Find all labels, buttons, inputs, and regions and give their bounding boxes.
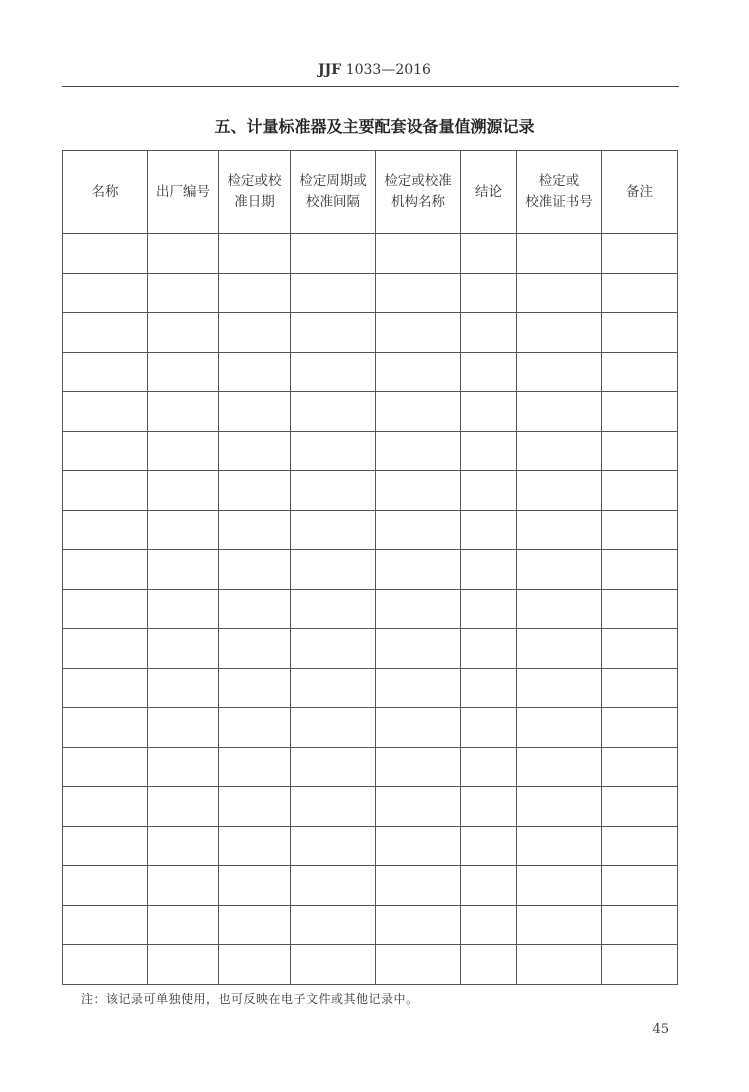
table-row (63, 708, 678, 748)
table-cell (63, 352, 148, 392)
table-cell (461, 313, 517, 353)
table-cell (602, 629, 678, 669)
column-header-line: 出厂编号 (156, 183, 210, 200)
table-cell (148, 747, 219, 787)
table-row (63, 629, 678, 669)
table-cell (291, 313, 376, 353)
table-cell (461, 234, 517, 274)
table-cell (63, 668, 148, 708)
table-cell (63, 589, 148, 629)
table-cell (602, 589, 678, 629)
table-cell (461, 550, 517, 590)
table-cell (602, 392, 678, 432)
column-header-line: 检定周期或 (299, 173, 367, 189)
table-cell (376, 352, 461, 392)
table-cell (219, 392, 291, 432)
column-header-line: 检定或校 (227, 173, 282, 189)
table-row (63, 392, 678, 432)
table-cell (517, 866, 602, 906)
table-cell (63, 747, 148, 787)
table-cell (63, 510, 148, 550)
table-cell (376, 273, 461, 313)
table-cell (63, 708, 148, 748)
table-cell (376, 589, 461, 629)
table-row (63, 905, 678, 945)
table-cell (291, 510, 376, 550)
table-cell (148, 866, 219, 906)
table-cell (517, 826, 602, 866)
table-cell (461, 905, 517, 945)
table-cell (291, 471, 376, 511)
table-cell (376, 668, 461, 708)
table-cell (219, 905, 291, 945)
table-cell (517, 431, 602, 471)
table-cell (219, 826, 291, 866)
table-cell (376, 550, 461, 590)
table-cell (148, 905, 219, 945)
table-cell (376, 392, 461, 432)
table-cell (219, 234, 291, 274)
table-cell (291, 352, 376, 392)
table-cell (291, 708, 376, 748)
table-cell (376, 826, 461, 866)
table-row (63, 352, 678, 392)
table-cell (517, 273, 602, 313)
table-cell (63, 787, 148, 827)
table-cell (148, 234, 219, 274)
column-header-name (63, 151, 148, 234)
table-cell (219, 866, 291, 906)
table-cell (148, 787, 219, 827)
table-cell (148, 273, 219, 313)
table-cell (376, 629, 461, 669)
table-cell (461, 273, 517, 313)
column-header-line: 检定或 (538, 173, 580, 189)
table-cell (602, 787, 678, 827)
table-cell (291, 550, 376, 590)
table-cell (517, 313, 602, 353)
table-cell (461, 471, 517, 511)
table-cell (148, 589, 219, 629)
table-cell (461, 945, 517, 985)
table-cell (219, 747, 291, 787)
standard-code (0, 62, 749, 78)
table-cell (148, 392, 219, 432)
table-cell (219, 550, 291, 590)
column-header-institution (376, 151, 461, 234)
column-header-line: 校准证书号 (525, 194, 593, 210)
column-header-certificate-number (517, 151, 602, 234)
table-row (63, 589, 678, 629)
table-cell (602, 352, 678, 392)
table-body (63, 234, 678, 985)
table-cell (376, 234, 461, 274)
table-cell (517, 945, 602, 985)
table-cell (517, 708, 602, 748)
table-cell (63, 866, 148, 906)
table-cell (376, 945, 461, 985)
column-header-conclusion (461, 151, 517, 234)
table-cell (291, 392, 376, 432)
table-row (63, 866, 678, 906)
table-cell (291, 945, 376, 985)
table-cell (148, 668, 219, 708)
column-header-line: 检定或校准 (384, 173, 452, 189)
column-header-serial-number (148, 151, 219, 234)
table-cell (517, 589, 602, 629)
standard-code-prefix: JJF (318, 62, 342, 78)
table-cell (602, 945, 678, 985)
table-cell (219, 313, 291, 353)
table-row (63, 273, 678, 313)
table-cell (461, 352, 517, 392)
table-cell (461, 431, 517, 471)
table-cell (219, 471, 291, 511)
table-cell (517, 550, 602, 590)
table-cell (517, 905, 602, 945)
table-cell (63, 313, 148, 353)
table-cell (291, 273, 376, 313)
table-cell (63, 550, 148, 590)
table-row (63, 826, 678, 866)
table-cell (291, 589, 376, 629)
traceability-record-table (62, 150, 678, 985)
table-cell (461, 510, 517, 550)
table-cell (63, 234, 148, 274)
table-cell (517, 352, 602, 392)
table-cell (602, 747, 678, 787)
table-cell (148, 550, 219, 590)
table-cell (461, 668, 517, 708)
table-header-row (63, 151, 678, 234)
table-cell (517, 668, 602, 708)
column-header-remarks (602, 151, 678, 234)
table-row (63, 234, 678, 274)
standard-code-number: 1033—2016 (345, 62, 431, 78)
table-cell (461, 826, 517, 866)
table-cell (461, 629, 517, 669)
table-cell (602, 826, 678, 866)
table-cell (148, 629, 219, 669)
table-cell (517, 471, 602, 511)
table-cell (148, 313, 219, 353)
table-cell (148, 945, 219, 985)
table-cell (602, 234, 678, 274)
header-divider (62, 86, 679, 87)
table-cell (291, 787, 376, 827)
table-cell (291, 747, 376, 787)
table-cell (461, 866, 517, 906)
table-cell (148, 352, 219, 392)
column-header-calibration-interval (291, 151, 376, 234)
table-row (63, 471, 678, 511)
table-row (63, 510, 678, 550)
column-header-line: 名称 (91, 183, 119, 200)
column-header-line: 机构名称 (391, 194, 445, 210)
table-cell (602, 708, 678, 748)
table-cell (517, 392, 602, 432)
table-cell (602, 550, 678, 590)
table-cell (461, 787, 517, 827)
table-row (63, 431, 678, 471)
table-cell (602, 313, 678, 353)
table-cell (376, 905, 461, 945)
table-row (63, 550, 678, 590)
table-row (63, 747, 678, 787)
table-cell (219, 708, 291, 748)
table-cell (219, 273, 291, 313)
table-cell (219, 510, 291, 550)
table-cell (219, 945, 291, 985)
section-title: 五、计量标准器及主要配套设备量值溯源记录 (214, 117, 535, 136)
table-cell (602, 510, 678, 550)
table-cell (602, 471, 678, 511)
table-row (63, 313, 678, 353)
table-cell (219, 431, 291, 471)
footnote: 注：该记录可单独使用，也可反映在电子文件或其他记录中。 (81, 992, 419, 1006)
table-cell (376, 313, 461, 353)
table-cell (291, 234, 376, 274)
table-cell (376, 431, 461, 471)
table-row (63, 787, 678, 827)
table-cell (148, 708, 219, 748)
table-cell (602, 866, 678, 906)
table-cell (63, 431, 148, 471)
table-cell (148, 826, 219, 866)
table-cell (461, 392, 517, 432)
table-cell (148, 510, 219, 550)
table-cell (63, 629, 148, 669)
table-cell (63, 392, 148, 432)
table-cell (291, 668, 376, 708)
table-cell (376, 471, 461, 511)
table-cell (602, 431, 678, 471)
table-cell (517, 629, 602, 669)
table-cell (517, 787, 602, 827)
table-cell (63, 945, 148, 985)
table-cell (517, 510, 602, 550)
table-cell (291, 826, 376, 866)
page-number: 45 (652, 1022, 669, 1037)
table-cell (148, 431, 219, 471)
table-cell (461, 747, 517, 787)
table-cell (291, 431, 376, 471)
table-cell (376, 787, 461, 827)
table-cell (63, 905, 148, 945)
table-cell (602, 668, 678, 708)
table-cell (291, 629, 376, 669)
table-cell (219, 629, 291, 669)
table-cell (517, 747, 602, 787)
column-header-calibration-date (219, 151, 291, 234)
table-cell (219, 787, 291, 827)
table-cell (148, 471, 219, 511)
table-cell (602, 273, 678, 313)
table-cell (63, 471, 148, 511)
table-cell (63, 273, 148, 313)
table-cell (63, 826, 148, 866)
column-header-line: 备注 (626, 183, 653, 200)
column-header-line: 结论 (475, 183, 502, 200)
table-cell (219, 352, 291, 392)
table-cell (376, 510, 461, 550)
table-cell (461, 589, 517, 629)
table-cell (219, 589, 291, 629)
table-cell (376, 866, 461, 906)
table-row (63, 945, 678, 985)
table-cell (376, 708, 461, 748)
table-cell (291, 905, 376, 945)
table-cell (291, 866, 376, 906)
table-cell (219, 668, 291, 708)
column-header-line: 校准间隔 (306, 194, 360, 210)
table-cell (376, 747, 461, 787)
table-cell (602, 905, 678, 945)
table-cell (461, 708, 517, 748)
column-header-line: 准日期 (234, 194, 275, 210)
table-cell (517, 234, 602, 274)
table-row (63, 668, 678, 708)
